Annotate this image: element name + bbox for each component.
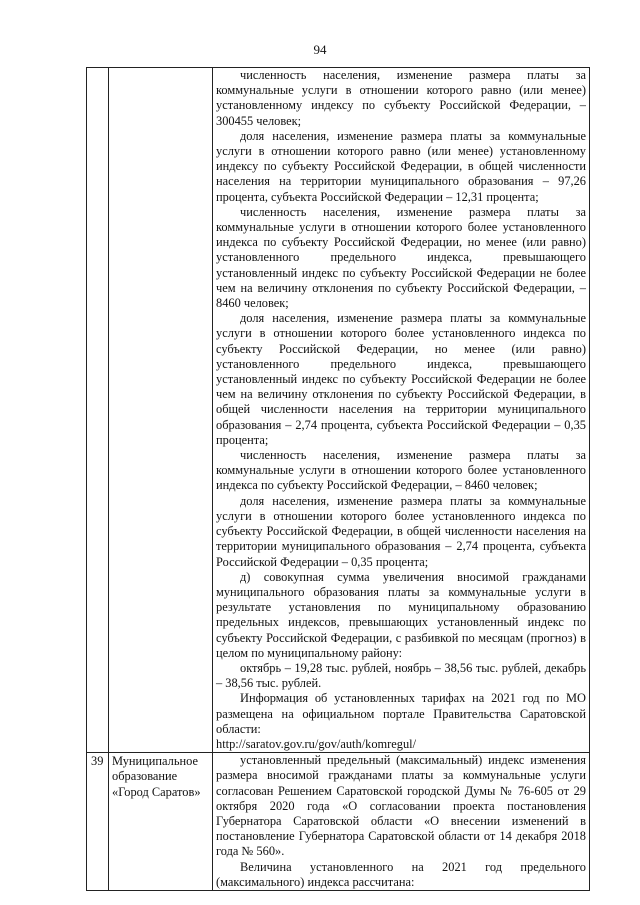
description-paragraph: доля населения, изменение размера платы за коммунальные услуги в отношении которого более установленного индекса по субъекту Российской Федерации, но менее (или равно) установленного предельного индекса, превышающего установленный индекс по субъекту Российской Федерации не более чем на величину отклонения по субъекту Российской Федерации, в общей численности населения на территории муниципального образования – 2,74 процента, субъекта Российской Федерации – 0,35 процента; (216, 311, 586, 447)
municipal-index-table (86, 67, 590, 891)
row-number-cell: 39 (87, 753, 109, 891)
page-number: 94 (313, 42, 327, 57)
description-paragraph: д) совокупная сумма увеличения вносимой гражданами муниципального образования платы за коммунальные услуги в результате установления по муниципальному образованию предельных индексов, превышающих установленный индекс по субъекту Российской Федерации, с разбивкой по месяцам (прогноз) в целом по муниципальному району: (216, 569, 586, 660)
description-cell (213, 68, 590, 753)
description-paragraph: доля населения, изменение размера платы за коммунальные услуги в отношении которого более установленного индекса по субъекту Российской Федерации, в общей численности населения на территории муниципального образования – 2,74 процента, субъекта Российской Федерации – 0,35 процента; (216, 493, 586, 569)
table-row (87, 753, 590, 891)
description-paragraph: Информация об установленных тарифах на 2021 год по МО размещена на официальном портале Правительства Саратовской области: (216, 691, 586, 736)
description-paragraph: численность населения, изменение размера платы за коммунальные услуги в отношении которого равно (или менее) установленному индексу по субъекту Российской Федерации, – 300455 человек; (216, 68, 586, 128)
row-number-cell (87, 68, 109, 753)
description-paragraph: доля населения, изменение размера платы за коммунальные услуги в отношении которого равно (или менее) установленному индексу по субъекту Российской Федерации, в общей численности населения на территории муниципального образования – 97,26 процента, субъекта Российской Федерации – 12,31 процента; (216, 128, 586, 204)
portal-url-text: http://saratov.gov.ru/gov/auth/komregul/ (216, 736, 417, 751)
municipality-name-cell (109, 68, 213, 753)
description-paragraph: установленный предельный (максимальный) индекс изменения размера вносимой гражданами платы за коммунальные услуги согласован Решением Саратовской городской Думы № 76-605 от 29 октября 2020 года «О согласовании проекта постановления Губернатора Саратовской области «О внесении изменений в постановление Губернатора Саратовской области от 14 декабря 2018 года № 560». (216, 753, 586, 859)
municipality-name-cell: Муниципальное образование «Город Саратов» (109, 753, 213, 891)
description-paragraph: численность населения, изменение размера платы за коммунальные услуги в отношении которого более установленного индекса по субъекту Российской Федерации, но менее (или равно) установленного предельного индекса, превышающего установленный индекс по субъекту Российской Федерации не более чем на величину отклонения по субъекту Российской Федерации, – 8460 человек; (216, 204, 586, 311)
description-cell (213, 753, 590, 891)
description-paragraph: Величина установленного на 2021 год предельного (максимального) индекса рассчитана: (216, 859, 586, 889)
table-row (87, 68, 590, 753)
description-paragraph: численность населения, изменение размера платы за коммунальные услуги в отношении которого более установленного индекса по субъекту Российской Федерации, – 8460 человек; (216, 448, 586, 493)
description-paragraph: октябрь – 19,28 тыс. рублей, ноябрь – 38,56 тыс. рублей, декабрь – 38,56 тыс. рублей. (216, 660, 586, 691)
